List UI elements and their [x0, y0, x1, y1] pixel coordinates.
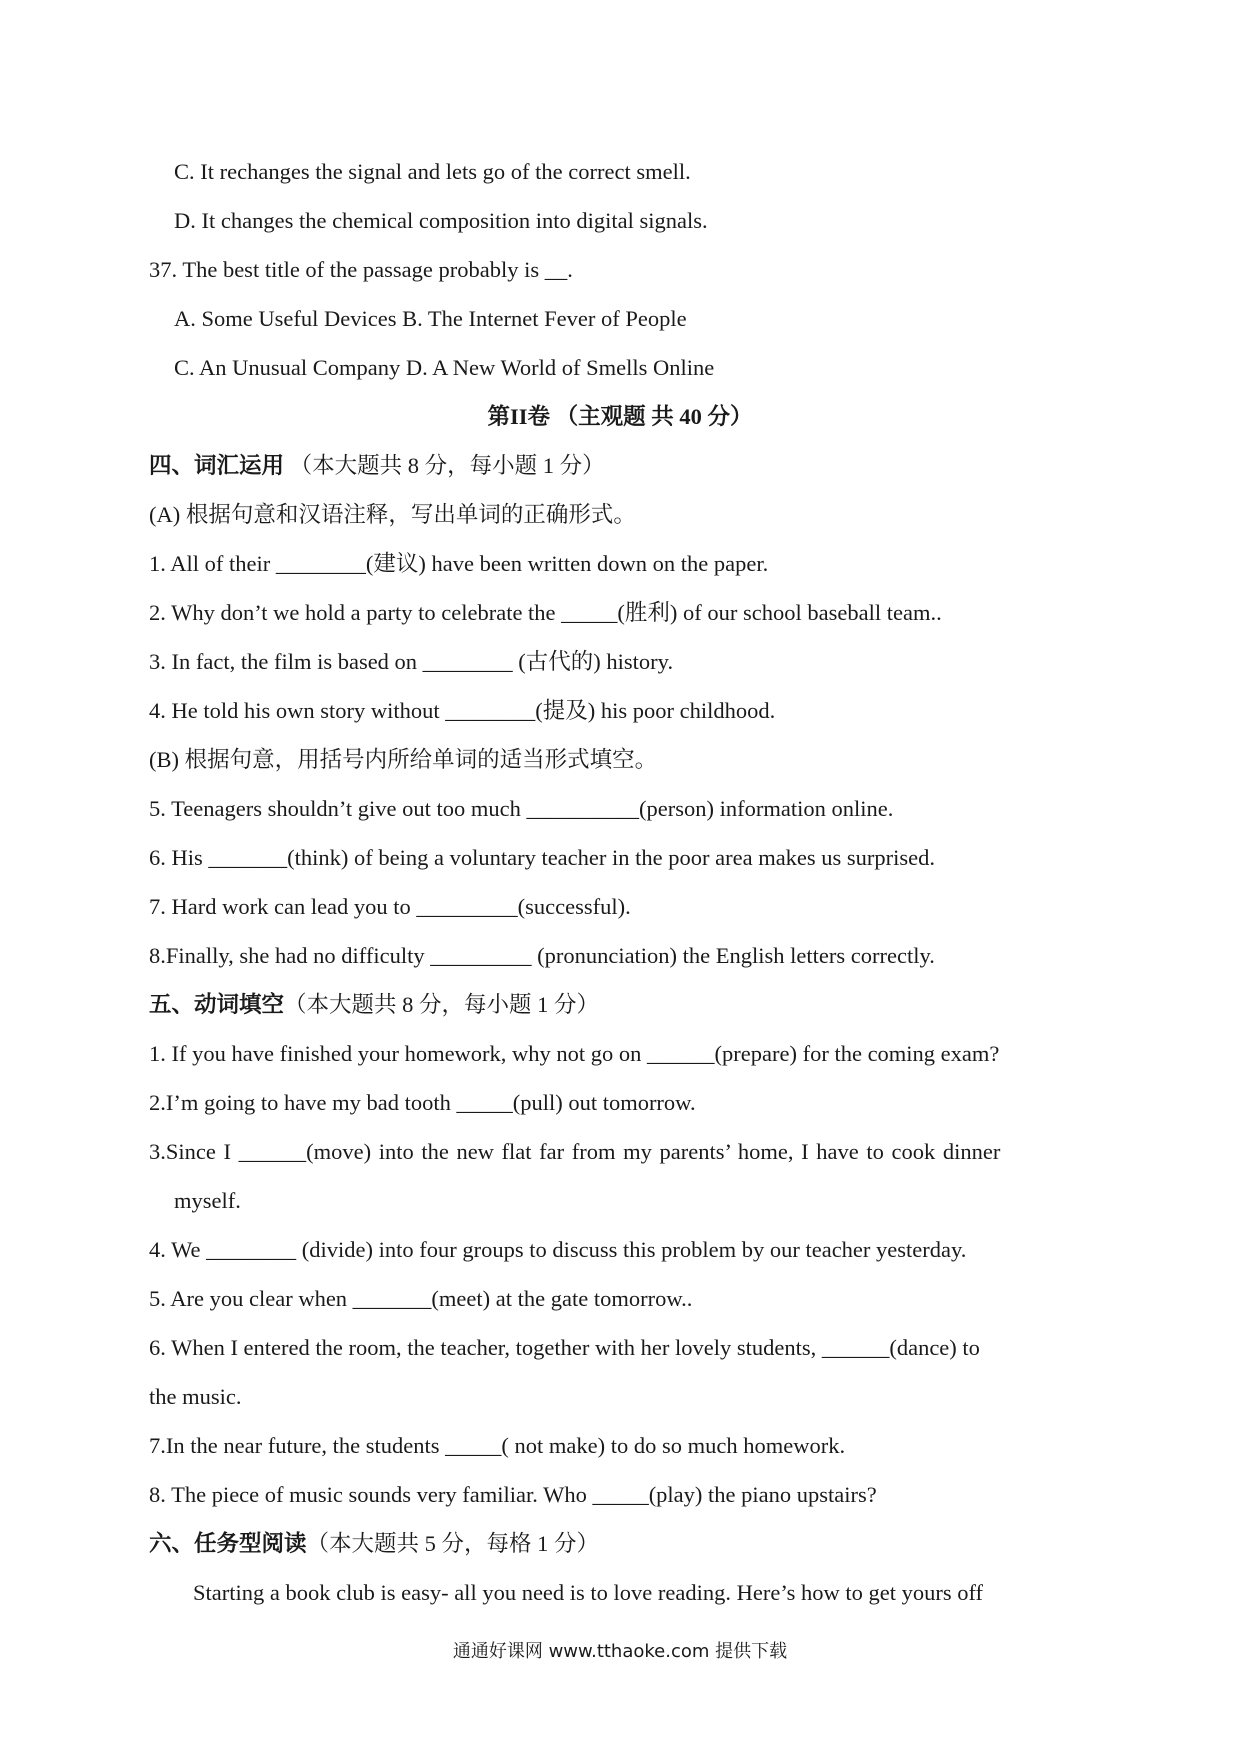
- section4-item: 6. His _______(think) of being a voluntary teacher in the poor area makes us surprised.: [149, 845, 936, 870]
- q36-option-d: D. It changes the chemical composition into digital signals.: [174, 208, 708, 233]
- section4-heading-line: [149, 455, 605, 478]
- section4-item: 4. He told his own story without ________(提及) his poor childhood.: [149, 698, 776, 723]
- section4-sub-b: (B) 根据句意，用括号内所给单词的适当形式填空。: [149, 747, 658, 772]
- section6-heading: 六、任务型阅读: [149, 1531, 307, 1556]
- section6-heading-line: [149, 1533, 599, 1556]
- section4-sub-a: (A) 根据句意和汉语注释，写出单词的正确形式。: [149, 502, 636, 527]
- section4-note: （本大题共 8 分，每小题 1 分）: [284, 453, 605, 478]
- q36-option-c: C. It rechanges the signal and lets go of the correct smell.: [174, 159, 691, 184]
- section4-item: 8.Finally, she had no difficulty _________ (pronunciation) the English letters correctly.: [149, 943, 935, 968]
- section5-line: 1. If you have finished your homework, why not go on ______(prepare) for the coming exam?: [149, 1041, 1000, 1066]
- section5-line: 3.Since I ______(move) into the new flat far from my parents’ home, I have to cook dinner: [149, 1139, 1001, 1164]
- section4-item: 7. Hard work can lead you to _________(successful).: [149, 894, 631, 919]
- section5-line: 2.I’m going to have my bad tooth _____(pull) out tomorrow.: [149, 1090, 696, 1115]
- q37-stem: 37. The best title of the passage probably is __.: [149, 257, 573, 282]
- section5-note: （本大题共 8 分，每小题 1 分）: [284, 992, 600, 1017]
- section4-item: 1. All of their ________(建议) have been written down on the paper.: [149, 551, 769, 576]
- section5-line: myself.: [174, 1188, 241, 1213]
- section6-note: （本大题共 5 分，每格 1 分）: [306, 1531, 600, 1556]
- section6-intro: Starting a book club is easy- all you need is to love reading. Here’s how to get yours off: [193, 1580, 984, 1605]
- section5-heading-line: [149, 994, 599, 1017]
- section5-line: 6. When I entered the room, the teacher, together with her lovely students, ______(dance) to: [149, 1335, 980, 1360]
- section5-line: 7.In the near future, the students _____( not make) to do so much homework.: [149, 1433, 846, 1458]
- q37-options-row1: A. Some Useful Devices B. The Internet Fever of People: [174, 306, 687, 331]
- section5-line: 4. We ________ (divide) into four groups to discuss this problem by our teacher yesterday.: [149, 1237, 967, 1262]
- section5-heading: 五、动词填空: [149, 992, 285, 1017]
- page-footer: 通通好课网 www.tthaoke.com 提供下载: [452, 1641, 788, 1662]
- section4-item: 3. In fact, the film is based on ________ (古代的) history.: [149, 649, 674, 674]
- section5-line: 5. Are you clear when _______(meet) at the gate tomorrow..: [149, 1286, 693, 1311]
- section5-line: the music.: [149, 1384, 242, 1409]
- section4-heading: 四、词汇运用: [149, 453, 285, 478]
- section4-item: 2. Why don’t we hold a party to celebrate the _____(胜利) of our school baseball team..: [149, 600, 942, 625]
- section4-item: 5. Teenagers shouldn’t give out too much __________(person) information online.: [149, 796, 894, 821]
- part2-title: 第II卷 （主观题 共 40 分）: [487, 404, 753, 429]
- q37-options-row2: C. An Unusual Company D. A New World of Smells Online: [174, 355, 715, 380]
- section5-line: 8. The piece of music sounds very familiar. Who _____(play) the piano upstairs?: [149, 1482, 877, 1507]
